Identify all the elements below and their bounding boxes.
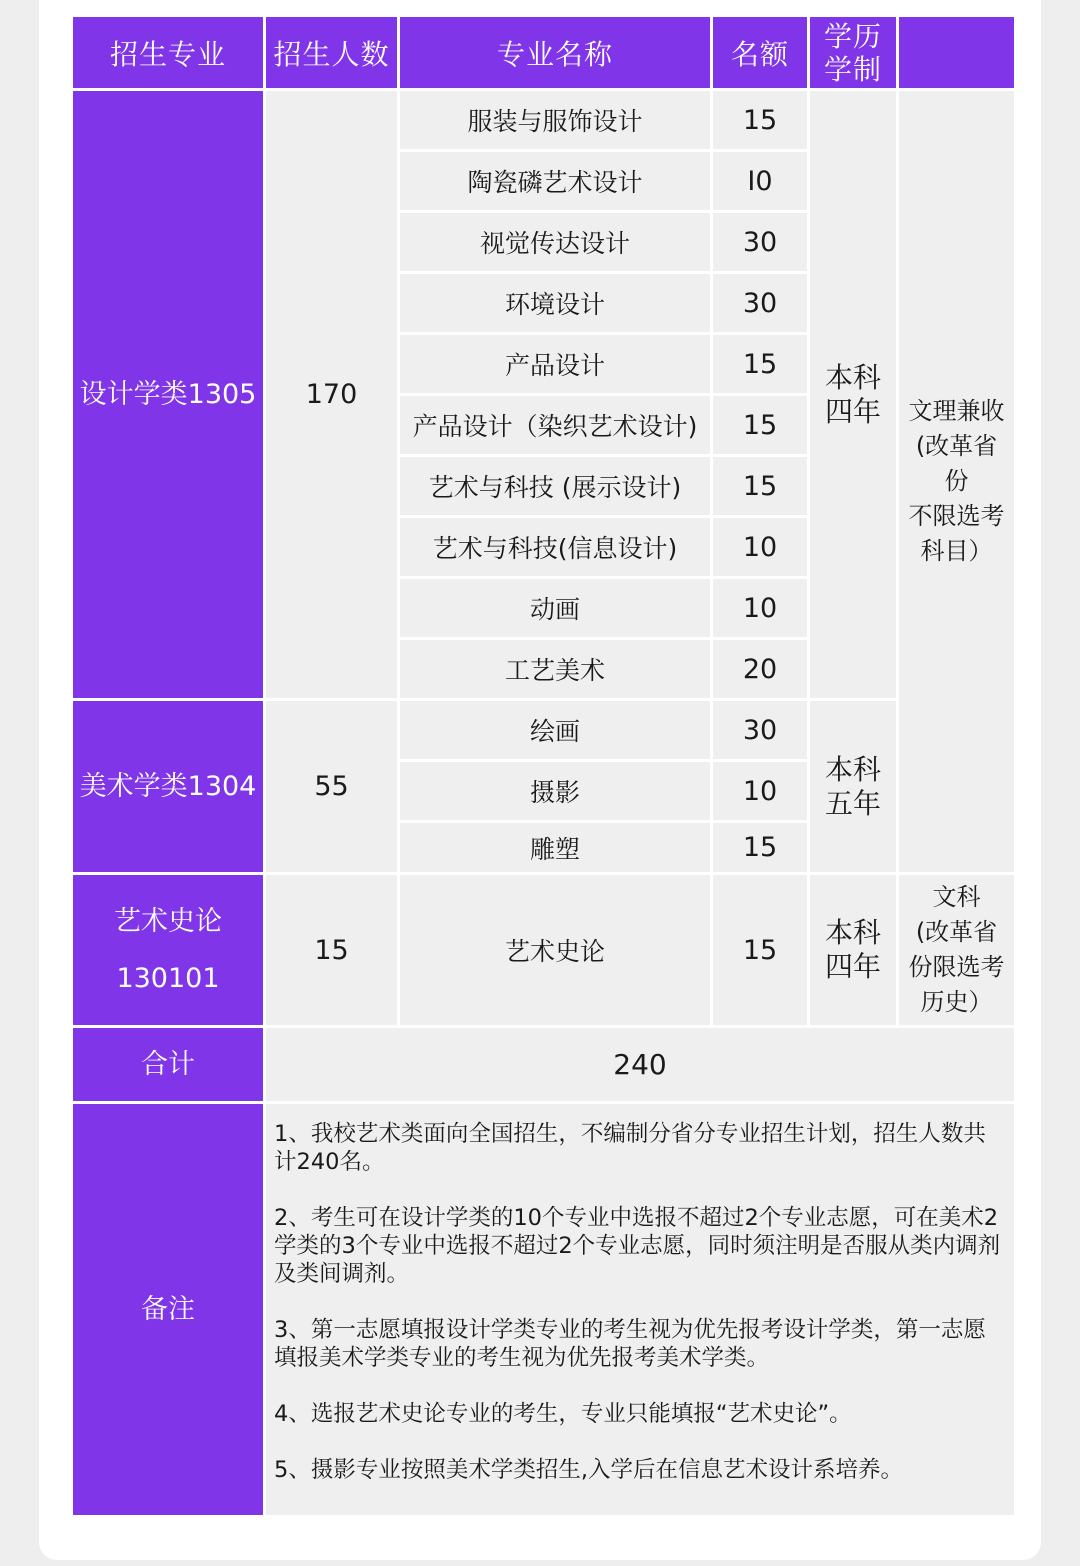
history-note [898, 874, 1016, 1027]
note-line: (改革省 [915, 918, 998, 946]
major-quota: 15 [712, 822, 809, 874]
note-line: 科目） [920, 537, 993, 565]
note-line: 份限选考 [908, 953, 1005, 981]
design-education-line2: 四年 [824, 394, 881, 428]
remark-item: 4、选报艺术史论专业的考生，专业只能填报“艺术史论”。 [274, 1401, 852, 1427]
header-education-line1: 学历 [823, 19, 882, 53]
major-quota: 10 [712, 761, 809, 822]
major-name: 艺术史论 [399, 874, 712, 1027]
remark-item: 2、考生可在设计学类的10个专业中选报不超过2个专业志愿，可在美术2学类的3个专业中选报不超过2个专业志愿，同时须注明是否服从类内调剂及类间调剂。 [274, 1205, 1001, 1287]
history-education-line1: 本科 [824, 916, 881, 949]
major-name: 艺术与科技 (展示设计) [399, 456, 712, 517]
major-name: 动画 [399, 578, 712, 639]
remarks-content [265, 1103, 1016, 1517]
major-quota: 15 [712, 456, 809, 517]
major-name: 摄影 [399, 761, 712, 822]
remarks-label: 备注 [72, 1103, 265, 1517]
major-name: 陶瓷磷艺术设计 [399, 151, 712, 212]
header-major: 专业名称 [399, 16, 712, 90]
fineart-category: 美术学类1304 [72, 700, 265, 874]
table-row [72, 90, 1016, 151]
major-quota: 30 [712, 700, 809, 761]
header-category: 招生专业 [72, 16, 265, 90]
note-line: 文科 [932, 883, 981, 911]
history-category-line2: 130101 [116, 963, 220, 994]
major-name: 工艺美术 [399, 639, 712, 700]
design-fineart-note [898, 90, 1016, 874]
major-quota: 15 [712, 334, 809, 395]
major-quota: 20 [712, 639, 809, 700]
history-category-line1: 艺术史论 [114, 906, 222, 937]
major-quota: I0 [712, 151, 809, 212]
total-row [72, 1027, 1016, 1103]
header-quota: 名额 [712, 16, 809, 90]
major-name: 环境设计 [399, 273, 712, 334]
header-row [72, 16, 1016, 90]
fineart-total: 55 [265, 700, 399, 874]
header-education-line2: 学制 [823, 52, 882, 86]
history-category [72, 874, 265, 1027]
major-quota: 15 [712, 395, 809, 456]
major-name: 产品设计 [399, 334, 712, 395]
major-name: 视觉传达设计 [399, 212, 712, 273]
major-quota: 30 [712, 212, 809, 273]
major-name: 绘画 [399, 700, 712, 761]
remarks-row [72, 1103, 1016, 1517]
design-category: 设计学类1305 [72, 90, 265, 700]
major-name: 产品设计（染织艺术设计) [399, 395, 712, 456]
major-quota: 30 [712, 273, 809, 334]
major-name: 艺术与科技(信息设计) [399, 517, 712, 578]
major-quota: 15 [712, 90, 809, 151]
total-value: 240 [265, 1027, 1016, 1103]
table-row [72, 874, 1016, 1027]
major-name: 雕塑 [399, 822, 712, 874]
header-note [898, 16, 1016, 90]
fineart-education-line1: 本科 [824, 752, 881, 786]
remark-item: 3、第一志愿填报设计学类专业的考生视为优先报考设计学类，第一志愿填报美术学类专业的考生视为优先报考美术学类。 [274, 1317, 986, 1371]
note-line: 历史） [920, 988, 993, 1016]
remark-item: 1、我校艺术类面向全国招生，不编制分省分专业招生计划，招生人数共计240名。 [274, 1121, 986, 1175]
note-line: (改革省份 [915, 432, 998, 495]
admission-plan-table [70, 14, 1017, 1518]
total-label: 合计 [72, 1027, 265, 1103]
note-line: 不限选考 [908, 502, 1005, 530]
design-education-line1: 本科 [824, 360, 881, 394]
fineart-education-line2: 五年 [824, 786, 881, 820]
major-quota: 10 [712, 517, 809, 578]
major-name: 服装与服饰设计 [399, 90, 712, 151]
major-quota: 10 [712, 578, 809, 639]
history-education-line2: 四年 [824, 950, 881, 983]
design-education [809, 90, 898, 700]
header-count: 招生人数 [265, 16, 399, 90]
history-total: 15 [265, 874, 399, 1027]
table-row [72, 700, 1016, 761]
history-education [809, 874, 898, 1027]
header-education [809, 16, 898, 90]
design-total: 170 [265, 90, 399, 700]
remark-item: 5、摄影专业按照美术学类招生,入学后在信息艺术设计系培养。 [274, 1457, 903, 1483]
major-quota: 15 [712, 874, 809, 1027]
note-line: 文理兼收 [908, 397, 1005, 425]
fineart-education [809, 700, 898, 874]
